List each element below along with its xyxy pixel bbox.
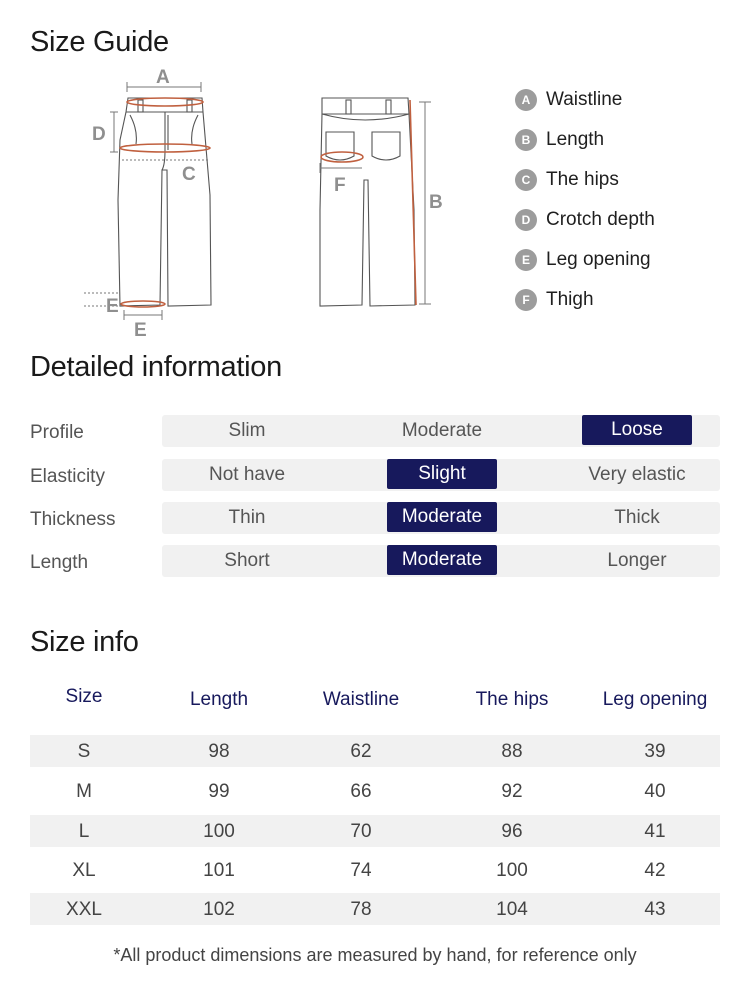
label-a: A (156, 67, 170, 88)
label-c: C (182, 164, 196, 185)
size-guide-title: Size Guide (30, 26, 169, 58)
detail-option: Moderate (401, 420, 483, 441)
table-row (30, 735, 720, 767)
size-info-title: Size info (30, 626, 139, 658)
detail-options (162, 545, 720, 577)
detail-row-length (30, 545, 720, 577)
legend-item-leg-opening (515, 240, 655, 280)
detail-options (162, 502, 720, 534)
label-d: D (92, 124, 106, 145)
legend-label: Crotch depth (546, 209, 655, 230)
detail-label: Profile (30, 422, 84, 443)
table-cell: 42 (644, 860, 666, 881)
legend-label: Waistline (546, 89, 623, 110)
detail-row-profile (30, 415, 720, 447)
detail-label: Length (30, 552, 89, 573)
legend-badge: A (515, 89, 537, 111)
legend-badge: E (515, 249, 537, 271)
table-cell: M (76, 781, 92, 802)
table-cell: 102 (203, 899, 235, 920)
table-cell: 99 (208, 781, 230, 802)
label-b: B (429, 192, 443, 213)
column-header: Leg opening (602, 689, 708, 710)
table-cell: XL (72, 860, 96, 881)
legend-item-crotch-depth (515, 200, 655, 240)
table-cell: 100 (496, 860, 528, 881)
detail-option: Not have (208, 464, 286, 485)
column-header: Waistline (322, 689, 400, 710)
measurement-legend (515, 80, 655, 320)
detail-options (162, 415, 720, 447)
pants-measurement-diagram (70, 60, 460, 345)
table-cell: 104 (496, 899, 528, 920)
table-row (30, 815, 720, 847)
table-cell: 74 (350, 860, 372, 881)
detail-option: Longer (607, 550, 667, 571)
table-cell: 43 (644, 899, 666, 920)
detail-option-selected: Moderate (387, 502, 497, 532)
legend-label: Leg opening (546, 249, 651, 270)
detail-row-elasticity (30, 459, 720, 491)
detail-option: Thin (228, 507, 266, 528)
detail-label: Elasticity (30, 466, 105, 487)
table-cell: 62 (350, 741, 372, 762)
label-e-lower: E (134, 320, 147, 341)
label-e-upper: E (106, 296, 119, 317)
detail-option: Very elastic (588, 464, 686, 485)
legend-item-length (515, 120, 655, 160)
detail-row-thickness (30, 502, 720, 534)
table-row (30, 893, 720, 925)
detail-option-selected: Slight (387, 459, 497, 489)
size-table-header (30, 686, 720, 716)
legend-badge: B (515, 129, 537, 151)
detail-option: Slim (228, 420, 266, 441)
table-row (30, 854, 720, 886)
legend-item-thigh (515, 280, 655, 320)
legend-label: Thigh (546, 289, 594, 310)
column-header: Length (189, 689, 249, 710)
detailed-information-title: Detailed information (30, 351, 282, 383)
column-header: The hips (475, 689, 549, 710)
legend-badge: F (515, 289, 537, 311)
legend-label: Length (546, 129, 605, 150)
table-cell: 100 (203, 821, 235, 842)
detail-option: Thick (614, 507, 660, 528)
disclaimer-footnote: *All product dimensions are measured by hand, for reference only (113, 945, 637, 965)
legend-item-waistline (515, 80, 655, 120)
table-cell: 66 (350, 781, 372, 802)
column-header: Size (65, 686, 103, 707)
table-cell: XXL (66, 899, 102, 920)
legend-label: The hips (546, 169, 619, 190)
table-row (30, 775, 720, 807)
label-f: F (334, 175, 346, 196)
table-cell: L (78, 821, 90, 842)
table-cell: 41 (644, 821, 666, 842)
detail-options (162, 459, 720, 491)
table-cell: S (77, 741, 91, 762)
legend-item-hips (515, 160, 655, 200)
detail-option-selected: Moderate (387, 545, 497, 575)
table-cell: 101 (203, 860, 235, 881)
detail-option: Short (224, 550, 270, 571)
detail-option-selected: Loose (582, 415, 692, 445)
detail-label: Thickness (30, 509, 116, 530)
back-pants-outline (320, 98, 415, 306)
table-cell: 88 (501, 741, 523, 762)
legend-badge: C (515, 169, 537, 191)
table-cell: 98 (208, 741, 230, 762)
legend-badge: D (515, 209, 537, 231)
table-cell: 92 (501, 781, 523, 802)
table-cell: 70 (350, 821, 372, 842)
table-cell: 96 (501, 821, 523, 842)
table-cell: 39 (644, 741, 666, 762)
table-cell: 78 (350, 899, 372, 920)
table-cell: 40 (644, 781, 666, 802)
